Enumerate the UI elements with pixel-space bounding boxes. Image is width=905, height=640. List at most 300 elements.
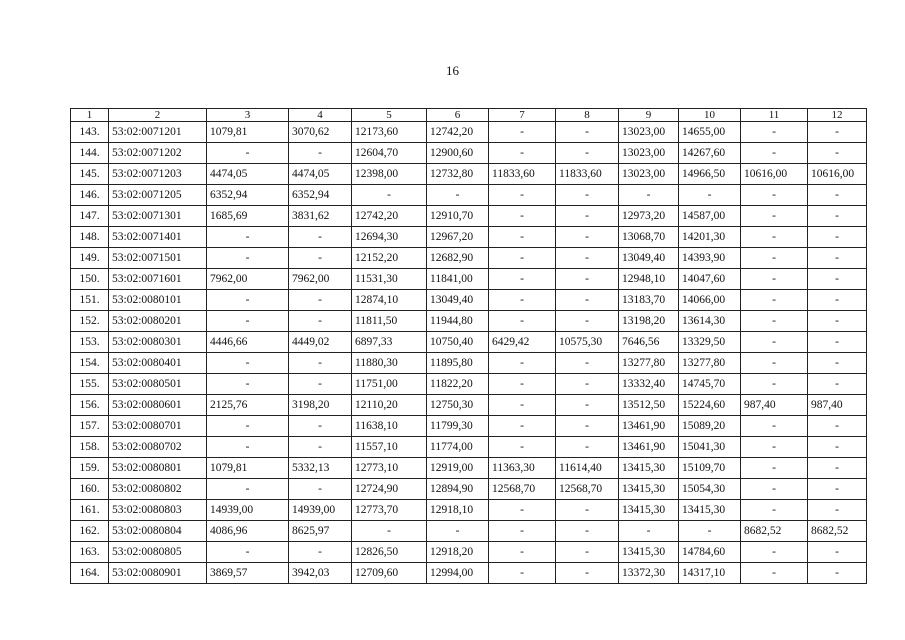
- table-cell: 14393,90: [679, 248, 741, 269]
- column-header-3: 3: [207, 109, 289, 122]
- table-cell: 1079,81: [207, 458, 289, 479]
- table-cell: 11841,00: [427, 269, 489, 290]
- table-cell: 14587,00: [679, 206, 741, 227]
- table-cell: 15109,70: [679, 458, 741, 479]
- table-cell: -: [489, 269, 556, 290]
- table-cell: -: [207, 437, 289, 458]
- table-cell: 12742,20: [427, 122, 489, 143]
- table-cell: 11557,10: [352, 437, 427, 458]
- table-cell: 4086,96: [207, 521, 289, 542]
- table-cell: 14939,00: [289, 500, 352, 521]
- table-cell: 7962,00: [207, 269, 289, 290]
- table-cell: 150.: [71, 269, 109, 290]
- table-cell: 53:02:0080805: [109, 542, 207, 563]
- table-cell: -: [289, 290, 352, 311]
- table-cell: 53:02:0080301: [109, 332, 207, 353]
- table-cell: 13415,30: [619, 458, 679, 479]
- table-cell: 11531,30: [352, 269, 427, 290]
- table-cell: 164.: [71, 563, 109, 584]
- table-cell: 14047,60: [679, 269, 741, 290]
- table-cell: -: [679, 521, 741, 542]
- table-cell: -: [289, 479, 352, 500]
- table-cell: 15054,30: [679, 479, 741, 500]
- table-cell: -: [808, 185, 867, 206]
- table-cell: 53:02:0080801: [109, 458, 207, 479]
- table-cell: 14939,00: [207, 500, 289, 521]
- table-cell: -: [556, 521, 619, 542]
- table-cell: 6897,33: [352, 332, 427, 353]
- table-cell: -: [556, 353, 619, 374]
- table-cell: 14655,00: [679, 122, 741, 143]
- table-cell: 13023,00: [619, 122, 679, 143]
- table-cell: 14201,30: [679, 227, 741, 248]
- table-cell: 12900,60: [427, 143, 489, 164]
- table-cell: -: [289, 353, 352, 374]
- table-cell: -: [489, 374, 556, 395]
- table-cell: 4449,02: [289, 332, 352, 353]
- table-row: [71, 500, 867, 521]
- table-cell: -: [556, 374, 619, 395]
- table-cell: -: [741, 248, 808, 269]
- table-cell: -: [808, 332, 867, 353]
- table-cell: -: [207, 542, 289, 563]
- table-row: [71, 311, 867, 332]
- table-cell: 147.: [71, 206, 109, 227]
- table-row: [71, 479, 867, 500]
- table-cell: 11614,40: [556, 458, 619, 479]
- table-cell: -: [741, 332, 808, 353]
- table-cell: 53:02:0071401: [109, 227, 207, 248]
- table-cell: -: [741, 542, 808, 563]
- table-cell: 12918,20: [427, 542, 489, 563]
- table-cell: -: [489, 248, 556, 269]
- table-cell: 12568,70: [556, 479, 619, 500]
- table-cell: 13198,20: [619, 311, 679, 332]
- table-cell: 6352,94: [207, 185, 289, 206]
- table-cell: 12709,60: [352, 563, 427, 584]
- table-cell: -: [489, 521, 556, 542]
- table-cell: -: [808, 374, 867, 395]
- table-cell: 157.: [71, 416, 109, 437]
- table-cell: 152.: [71, 311, 109, 332]
- table-cell: -: [289, 248, 352, 269]
- table-cell: 158.: [71, 437, 109, 458]
- table-cell: 13068,70: [619, 227, 679, 248]
- table-cell: -: [489, 206, 556, 227]
- table-row: [71, 542, 867, 563]
- table-cell: -: [489, 542, 556, 563]
- table-cell: -: [556, 542, 619, 563]
- table-cell: 11363,30: [489, 458, 556, 479]
- table-cell: 15224,60: [679, 395, 741, 416]
- table-cell: 13372,30: [619, 563, 679, 584]
- table-cell: 143.: [71, 122, 109, 143]
- table-cell: 11833,60: [489, 164, 556, 185]
- header-row: [71, 109, 867, 122]
- table-cell: 53:02:0071501: [109, 248, 207, 269]
- column-header-6: 6: [427, 109, 489, 122]
- table-cell: -: [556, 311, 619, 332]
- table-cell: 159.: [71, 458, 109, 479]
- table-cell: -: [808, 122, 867, 143]
- table-row: [71, 269, 867, 290]
- table-cell: 12948,10: [619, 269, 679, 290]
- table-cell: 149.: [71, 248, 109, 269]
- table-cell: -: [741, 185, 808, 206]
- table-cell: -: [556, 563, 619, 584]
- table-cell: 53:02:0080501: [109, 374, 207, 395]
- data-table: [70, 108, 867, 584]
- table-row: [71, 143, 867, 164]
- table-cell: 145.: [71, 164, 109, 185]
- table-cell: -: [556, 122, 619, 143]
- table-cell: 11822,20: [427, 374, 489, 395]
- table-row: [71, 521, 867, 542]
- table-cell: 13415,30: [619, 479, 679, 500]
- table-cell: -: [741, 206, 808, 227]
- table-cell: 1685,69: [207, 206, 289, 227]
- table-cell: 160.: [71, 479, 109, 500]
- table-cell: -: [556, 269, 619, 290]
- table-cell: -: [741, 500, 808, 521]
- table-cell: 12967,20: [427, 227, 489, 248]
- table-cell: -: [556, 227, 619, 248]
- table-cell: 12918,10: [427, 500, 489, 521]
- table-cell: -: [207, 353, 289, 374]
- table-row: [71, 437, 867, 458]
- table-cell: -: [489, 290, 556, 311]
- table-cell: -: [556, 500, 619, 521]
- table-cell: 163.: [71, 542, 109, 563]
- column-header-4: 4: [289, 109, 352, 122]
- table-cell: -: [808, 563, 867, 584]
- table-cell: -: [427, 521, 489, 542]
- table-cell: -: [741, 353, 808, 374]
- table-cell: -: [556, 290, 619, 311]
- table-cell: 4474,05: [207, 164, 289, 185]
- table-cell: 10616,00: [741, 164, 808, 185]
- table-cell: -: [556, 248, 619, 269]
- table-cell: 13512,50: [619, 395, 679, 416]
- table-cell: -: [808, 458, 867, 479]
- table-cell: 153.: [71, 332, 109, 353]
- table-cell: 12110,20: [352, 395, 427, 416]
- table-cell: -: [352, 521, 427, 542]
- table-cell: 2125,76: [207, 395, 289, 416]
- table-row: [71, 206, 867, 227]
- table-row: [71, 290, 867, 311]
- table-cell: 161.: [71, 500, 109, 521]
- table-cell: 8682,52: [808, 521, 867, 542]
- table-cell: 10616,00: [808, 164, 867, 185]
- table-cell: -: [808, 437, 867, 458]
- table-cell: 14317,10: [679, 563, 741, 584]
- table-cell: 11638,10: [352, 416, 427, 437]
- table-cell: -: [808, 353, 867, 374]
- table-cell: 14966,50: [679, 164, 741, 185]
- table-cell: 1079,81: [207, 122, 289, 143]
- table-cell: 53:02:0080201: [109, 311, 207, 332]
- table-cell: -: [289, 542, 352, 563]
- table-cell: -: [489, 227, 556, 248]
- table-row: [71, 185, 867, 206]
- table-cell: 3869,57: [207, 563, 289, 584]
- table-cell: 4474,05: [289, 164, 352, 185]
- table-cell: -: [289, 437, 352, 458]
- table-cell: 8682,52: [741, 521, 808, 542]
- table-cell: 53:02:0071301: [109, 206, 207, 227]
- table-cell: 14267,60: [679, 143, 741, 164]
- table-cell: -: [489, 563, 556, 584]
- table-cell: 53:02:0080401: [109, 353, 207, 374]
- table-cell: 12398,00: [352, 164, 427, 185]
- column-header-10: 10: [679, 109, 741, 122]
- table-cell: 12773,10: [352, 458, 427, 479]
- table-cell: 13049,40: [427, 290, 489, 311]
- table-cell: -: [619, 521, 679, 542]
- table-cell: 154.: [71, 353, 109, 374]
- table-cell: -: [741, 143, 808, 164]
- table-cell: 53:02:0080702: [109, 437, 207, 458]
- table-row: [71, 122, 867, 143]
- table-cell: -: [808, 290, 867, 311]
- table-cell: -: [619, 185, 679, 206]
- table-row: [71, 374, 867, 395]
- table-cell: -: [207, 416, 289, 437]
- table-cell: 12894,90: [427, 479, 489, 500]
- table-cell: 53:02:0080901: [109, 563, 207, 584]
- table-cell: 12742,20: [352, 206, 427, 227]
- table-cell: -: [489, 437, 556, 458]
- table-cell: 13277,80: [619, 353, 679, 374]
- table-cell: -: [741, 416, 808, 437]
- table-cell: 12694,30: [352, 227, 427, 248]
- table-cell: -: [808, 479, 867, 500]
- table-cell: 12826,50: [352, 542, 427, 563]
- table-cell: -: [556, 206, 619, 227]
- table-cell: 155.: [71, 374, 109, 395]
- table-cell: 11774,00: [427, 437, 489, 458]
- column-header-2: 2: [109, 109, 207, 122]
- table-cell: -: [741, 311, 808, 332]
- table-cell: 6429,42: [489, 332, 556, 353]
- table-cell: -: [207, 227, 289, 248]
- table-cell: -: [741, 227, 808, 248]
- table-cell: 11751,00: [352, 374, 427, 395]
- table-cell: -: [289, 311, 352, 332]
- table-cell: -: [679, 185, 741, 206]
- table-cell: -: [489, 311, 556, 332]
- table-cell: 6352,94: [289, 185, 352, 206]
- table-cell: -: [741, 122, 808, 143]
- table-cell: -: [808, 248, 867, 269]
- table-cell: 12773,70: [352, 500, 427, 521]
- table-cell: -: [207, 248, 289, 269]
- table-cell: -: [207, 290, 289, 311]
- table-cell: -: [289, 227, 352, 248]
- column-header-8: 8: [556, 109, 619, 122]
- table-cell: 53:02:0071205: [109, 185, 207, 206]
- table-cell: -: [808, 500, 867, 521]
- table-cell: 162.: [71, 521, 109, 542]
- table-cell: 53:02:0071601: [109, 269, 207, 290]
- table-cell: 13614,30: [679, 311, 741, 332]
- table-cell: -: [489, 185, 556, 206]
- table-cell: 13461,90: [619, 437, 679, 458]
- column-header-12: 12: [808, 109, 867, 122]
- table-cell: 5332,13: [289, 458, 352, 479]
- table-cell: -: [289, 143, 352, 164]
- table-cell: -: [741, 437, 808, 458]
- table-cell: 4446,66: [207, 332, 289, 353]
- table-cell: -: [352, 185, 427, 206]
- table-cell: 13415,30: [619, 500, 679, 521]
- table-cell: 15041,30: [679, 437, 741, 458]
- table-cell: -: [808, 542, 867, 563]
- table-cell: -: [741, 458, 808, 479]
- table-cell: -: [207, 311, 289, 332]
- table-row: [71, 563, 867, 584]
- column-header-9: 9: [619, 109, 679, 122]
- table-cell: 151.: [71, 290, 109, 311]
- table-cell: 3831,62: [289, 206, 352, 227]
- table-cell: -: [556, 185, 619, 206]
- table-cell: -: [489, 500, 556, 521]
- table-cell: -: [741, 479, 808, 500]
- table-cell: 53:02:0080101: [109, 290, 207, 311]
- table-cell: 3942,03: [289, 563, 352, 584]
- table-cell: -: [808, 269, 867, 290]
- table-cell: -: [427, 185, 489, 206]
- table-row: [71, 248, 867, 269]
- table-cell: 3198,20: [289, 395, 352, 416]
- table-cell: -: [808, 206, 867, 227]
- table-cell: 53:02:0080601: [109, 395, 207, 416]
- table-cell: -: [489, 353, 556, 374]
- table-cell: 10575,30: [556, 332, 619, 353]
- page-number: 16: [446, 63, 459, 78]
- table-body: [71, 122, 867, 584]
- table-cell: 53:02:0080804: [109, 521, 207, 542]
- column-header-5: 5: [352, 109, 427, 122]
- table-row: [71, 353, 867, 374]
- table-row: [71, 416, 867, 437]
- table-cell: 12994,00: [427, 563, 489, 584]
- table-cell: 14745,70: [679, 374, 741, 395]
- table-cell: 13329,50: [679, 332, 741, 353]
- table-cell: 13023,00: [619, 143, 679, 164]
- table-cell: 13023,00: [619, 164, 679, 185]
- table-cell: -: [556, 437, 619, 458]
- table-cell: 11811,50: [352, 311, 427, 332]
- table-cell: 13415,30: [679, 500, 741, 521]
- table-cell: 11833,60: [556, 164, 619, 185]
- column-header-11: 11: [741, 109, 808, 122]
- table-row: [71, 227, 867, 248]
- table-cell: 12724,90: [352, 479, 427, 500]
- table-cell: 12682,90: [427, 248, 489, 269]
- table-cell: 15089,20: [679, 416, 741, 437]
- table-cell: 13049,40: [619, 248, 679, 269]
- table-cell: -: [741, 290, 808, 311]
- table-cell: -: [207, 143, 289, 164]
- table-cell: 53:02:0071202: [109, 143, 207, 164]
- table-cell: 53:02:0080701: [109, 416, 207, 437]
- table-cell: 12919,00: [427, 458, 489, 479]
- table-cell: -: [808, 416, 867, 437]
- table-cell: 12604,70: [352, 143, 427, 164]
- table-cell: -: [741, 374, 808, 395]
- table-cell: -: [741, 269, 808, 290]
- table-cell: 53:02:0080803: [109, 500, 207, 521]
- table-cell: -: [556, 416, 619, 437]
- table-cell: 13183,70: [619, 290, 679, 311]
- table-row: [71, 395, 867, 416]
- column-header-7: 7: [489, 109, 556, 122]
- table-cell: 144.: [71, 143, 109, 164]
- table-cell: -: [289, 374, 352, 395]
- table-cell: 7646,56: [619, 332, 679, 353]
- table-cell: 13461,90: [619, 416, 679, 437]
- table-cell: -: [489, 395, 556, 416]
- table-cell: 987,40: [741, 395, 808, 416]
- table-cell: 11895,80: [427, 353, 489, 374]
- table-cell: -: [489, 143, 556, 164]
- table-cell: -: [556, 143, 619, 164]
- table-cell: 11880,30: [352, 353, 427, 374]
- table-cell: 12173,60: [352, 122, 427, 143]
- table-cell: 13277,80: [679, 353, 741, 374]
- table-cell: 53:02:0071203: [109, 164, 207, 185]
- table-row: [71, 332, 867, 353]
- table-cell: 53:02:0080802: [109, 479, 207, 500]
- table-cell: -: [207, 374, 289, 395]
- table-cell: -: [289, 416, 352, 437]
- table-cell: 14066,00: [679, 290, 741, 311]
- table-cell: 12910,70: [427, 206, 489, 227]
- table-cell: 53:02:0071201: [109, 122, 207, 143]
- table-cell: 7962,00: [289, 269, 352, 290]
- table-row: [71, 164, 867, 185]
- table-cell: 13332,40: [619, 374, 679, 395]
- column-header-1: 1: [71, 109, 109, 122]
- table-cell: 8625,97: [289, 521, 352, 542]
- table-cell: 148.: [71, 227, 109, 248]
- table-cell: 11799,30: [427, 416, 489, 437]
- table-cell: 10750,40: [427, 332, 489, 353]
- table-cell: -: [489, 122, 556, 143]
- table-cell: -: [808, 227, 867, 248]
- table-cell: 146.: [71, 185, 109, 206]
- table-cell: 14784,60: [679, 542, 741, 563]
- table-cell: -: [741, 563, 808, 584]
- table-cell: 12732,80: [427, 164, 489, 185]
- table-cell: 987,40: [808, 395, 867, 416]
- table-cell: -: [808, 311, 867, 332]
- table-cell: -: [489, 416, 556, 437]
- table-cell: 12973,20: [619, 206, 679, 227]
- table-cell: 156.: [71, 395, 109, 416]
- table-cell: 12152,20: [352, 248, 427, 269]
- table-cell: 12750,30: [427, 395, 489, 416]
- table-cell: -: [808, 143, 867, 164]
- table-row: [71, 458, 867, 479]
- table-cell: 12874,10: [352, 290, 427, 311]
- table-cell: 13415,30: [619, 542, 679, 563]
- table-cell: 12568,70: [489, 479, 556, 500]
- table-cell: 11944,80: [427, 311, 489, 332]
- table-cell: -: [556, 395, 619, 416]
